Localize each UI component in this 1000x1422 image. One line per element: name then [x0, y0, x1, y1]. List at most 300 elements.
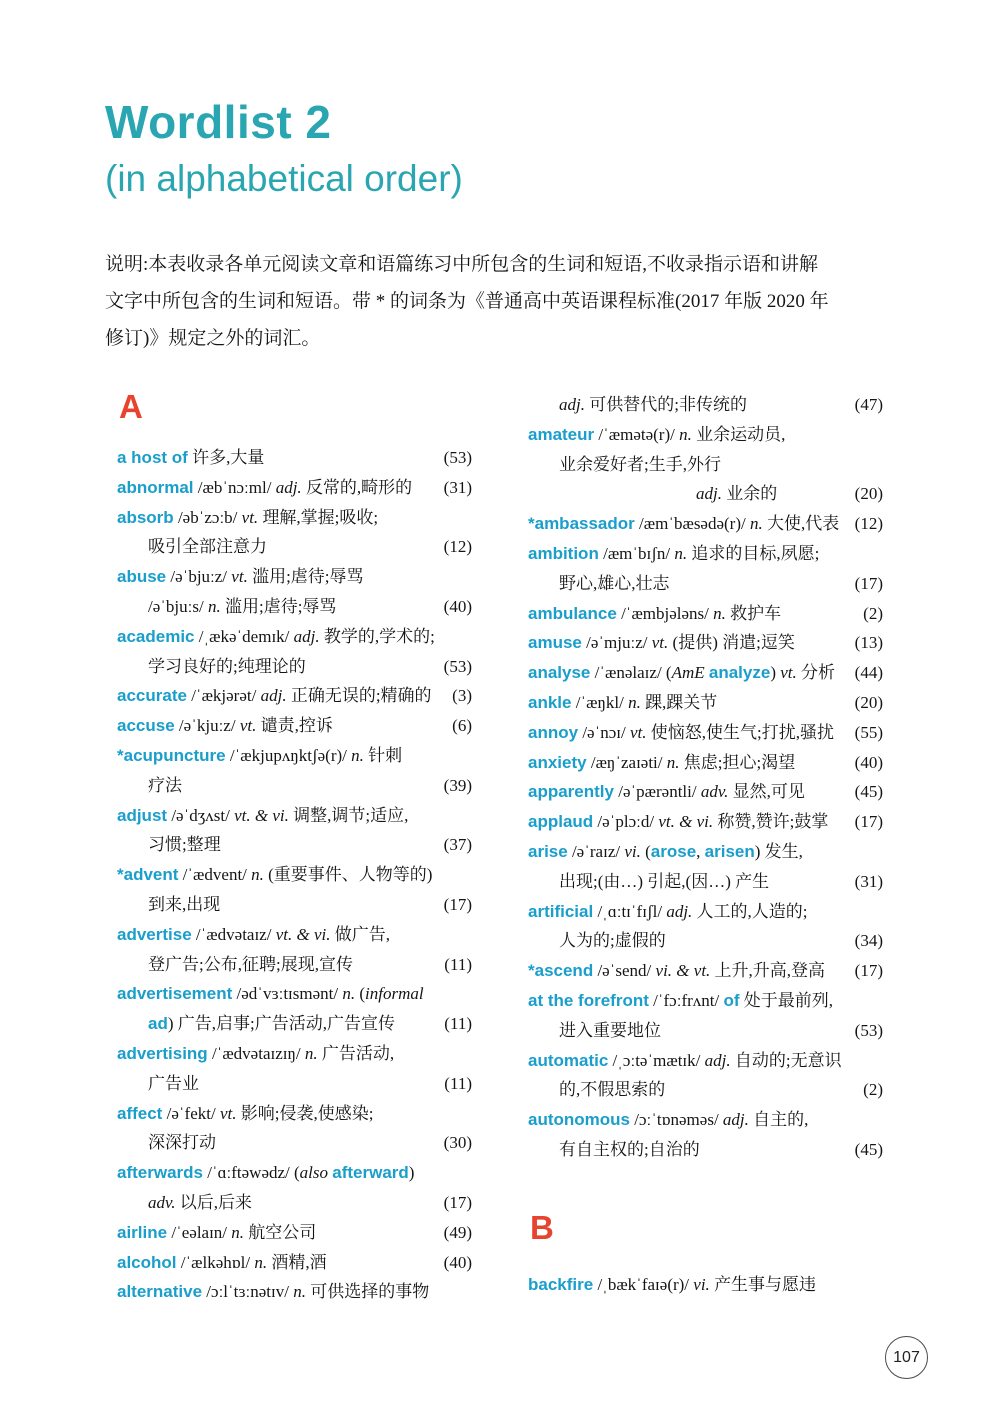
entry-text: 调整,调节;适应, [288, 805, 409, 825]
page-ref: (53) [443, 656, 472, 676]
entry-line [117, 443, 472, 473]
pos-label: vt. & vi. [234, 805, 289, 825]
page-ref: (20) [854, 692, 883, 712]
note-line: 文字中所包含的生词和短语。带 * 的词条为《普通高中英语课程标准(2017 年版 2020 年 [105, 291, 829, 312]
pos-label: adj. [722, 1110, 749, 1130]
headword: afterwards [117, 1163, 203, 1183]
entry-line [117, 503, 472, 533]
entry-line [117, 801, 472, 831]
entry-text: 救护车 [725, 603, 782, 623]
entry-line [117, 830, 472, 860]
pos-label: vt. [231, 567, 248, 587]
headword: alcohol [117, 1252, 177, 1272]
entry-text: , [696, 841, 705, 861]
entry-line [117, 1069, 472, 1099]
entry-line-text [559, 569, 670, 599]
entry-text: /əˈbjuːs/ [148, 596, 208, 616]
pos-label: n. [628, 692, 641, 712]
entry-text: /əˈpærəntli/ [613, 782, 701, 802]
entry-text: 有自主权的;自治的 [559, 1139, 700, 1159]
entry-text: 产生事与愿违 [709, 1274, 817, 1294]
entry-line-text [528, 688, 717, 718]
headword: autonomous [528, 1110, 630, 1130]
entry-text: /ˈænəlaɪz/ ( [590, 663, 672, 683]
page-number: 107 [893, 1348, 920, 1366]
entry-text: /æbˈnɔːml/ [193, 477, 276, 497]
wordlist-column-left [117, 390, 472, 1307]
page-ref: (17) [854, 961, 883, 981]
entry-text: /ɔːlˈtɜːnətɪv/ [202, 1282, 294, 1302]
pos-label: adj. [260, 686, 287, 706]
entry-line [117, 592, 472, 622]
entry-academic [117, 622, 472, 682]
page-ref: (17) [443, 894, 472, 914]
entry-line [117, 652, 472, 682]
entry-text: 理解,掌握;吸收; [258, 507, 379, 527]
entry-text: /əˈkjuːz/ [174, 716, 240, 736]
entry-line [528, 539, 883, 569]
entry-line-text [148, 532, 267, 562]
entry-text: 影响;侵袭,使感染; [236, 1103, 374, 1123]
page-subtitle: (in alphabetical order) [105, 157, 463, 199]
pos-label: vt. & vi. [275, 924, 331, 944]
headword: arisen [704, 841, 755, 861]
entry-line-text [528, 777, 805, 807]
headword: *ascend [528, 961, 594, 981]
entry-ankle [528, 688, 883, 718]
entry-text: 滥用;虐待;辱骂 [220, 596, 337, 616]
entry-line [528, 1135, 883, 1165]
page-ref: (20) [854, 484, 883, 504]
page-number-badge [885, 1336, 928, 1379]
entry-line [117, 622, 472, 652]
entry-line-text [528, 1046, 842, 1076]
entry-line [528, 1046, 883, 1076]
wordlist-columns [117, 390, 883, 1307]
entry-text: 做广告, [330, 924, 390, 944]
entry-applaud [528, 807, 883, 837]
headword: abnormal [117, 477, 194, 497]
pos-label: adv. [148, 1192, 176, 1212]
entry-line-text [559, 1075, 665, 1105]
entry-text: ) 广告,启事;广告活动,广告宣传 [167, 1014, 395, 1034]
entry-text: 疗法 [148, 775, 182, 795]
entry-line [117, 1277, 472, 1307]
headword: absorb [117, 507, 174, 527]
entry-line-text [148, 592, 336, 622]
entry-line-text [148, 1188, 252, 1218]
headword: arose [650, 841, 697, 861]
headword: of [723, 990, 740, 1010]
page-ref: (11) [444, 1073, 472, 1093]
pos-label: n. [666, 752, 680, 772]
headword: affect [117, 1103, 163, 1123]
pos-label: vt. & vi. [658, 812, 714, 832]
entry-line-text [559, 926, 666, 956]
entry-text: /əbˈzɔːb/ [173, 507, 242, 527]
headword: airline [117, 1222, 168, 1242]
entry-anxiety [528, 748, 883, 778]
entry-at-the-forefront [528, 986, 883, 1046]
entry-text: /əˈmjuːz/ [581, 633, 652, 653]
entry-text: 深深打动 [148, 1133, 216, 1153]
entry-text: /æmˈbæsədə(r)/ [634, 514, 750, 534]
page-ref: (55) [854, 722, 883, 742]
page-ref: (12) [854, 514, 883, 534]
entry-line [528, 807, 883, 837]
page-ref: (30) [443, 1133, 472, 1153]
page-ref: (40) [854, 752, 883, 772]
entry-text: 大使,代表 [762, 514, 840, 534]
entry-text: /əˈsend/ [593, 961, 656, 981]
entry-line-text [696, 479, 777, 509]
entry-text: /ˈælkəhɒl/ [176, 1252, 255, 1272]
entry-line [117, 890, 472, 920]
headword: applaud [528, 812, 594, 832]
page-ref: (31) [443, 477, 472, 497]
headword: analyze [708, 663, 771, 683]
entry-text: /ˈæmbjələns/ [616, 603, 714, 623]
entry-line [117, 1099, 472, 1129]
entry-advertisement [117, 979, 472, 1039]
headword: accuse [117, 716, 175, 736]
page-ref: (49) [443, 1222, 472, 1242]
entry-line-text [117, 1218, 316, 1248]
entry-line [117, 711, 472, 741]
pos-label: vt. [241, 507, 259, 527]
entry-line [528, 479, 883, 509]
page-ref: (17) [854, 812, 883, 832]
headword: academic [117, 626, 195, 646]
entry-absorb [117, 503, 472, 563]
entry-line-text [117, 1277, 429, 1307]
page-ref: (13) [854, 633, 883, 653]
pos-label: adj. [704, 1050, 731, 1070]
entry-text: 踝,踝关节 [640, 692, 718, 712]
entry-text: 显然,可见 [728, 782, 805, 802]
entry-text: 野心,雄心,壮志 [559, 573, 670, 593]
pos-label: n. [674, 543, 688, 563]
pos-label: AmE [671, 663, 705, 683]
page-ref: (44) [854, 663, 883, 683]
entry-text: /ˈædvətaɪzɪŋ/ [207, 1043, 305, 1063]
entry-text: (重要事件、人物等的) [263, 865, 433, 885]
entry-line-text [117, 1248, 327, 1278]
entry-text: 处于最前列, [739, 990, 834, 1010]
entry-line-text [148, 830, 221, 860]
pos-label: vt. [239, 716, 257, 736]
page-ref: (11) [444, 954, 472, 974]
pos-label: vi. [693, 1274, 710, 1294]
entry-text: 追求的目标,夙愿; [687, 543, 820, 563]
entry-line [117, 562, 472, 592]
pos-label: adj. [559, 395, 585, 414]
entry-line [528, 956, 883, 986]
section-letter-a: A [119, 388, 143, 425]
pos-label: vi. & vt. [655, 961, 711, 981]
entry-text: /əˈnɔɪ/ [578, 722, 630, 742]
entry-line [117, 771, 472, 801]
headword: anxiety [528, 752, 587, 772]
pos-label: vt. [651, 633, 669, 653]
entry-text: 酒精,酒 [267, 1252, 327, 1272]
headword: afterward [332, 1163, 409, 1183]
entry-line [528, 509, 883, 539]
headword: a host of [117, 448, 188, 467]
entry-autonomous [528, 1105, 883, 1165]
entry-line-text [148, 1069, 199, 1099]
entry-line-text [148, 771, 182, 801]
entry-text: /ˌækəˈdemɪk/ [194, 626, 294, 646]
entry-text: 业余运动员, [691, 424, 786, 444]
entry-line [528, 599, 883, 629]
entry-line [528, 1270, 883, 1300]
entry-ambassador [528, 509, 883, 539]
entry-line [528, 777, 883, 807]
entry-adjust [117, 801, 472, 861]
headword: *ambassador [528, 514, 635, 534]
pos-label: n. [351, 745, 364, 765]
headword: ambulance [528, 603, 617, 623]
headword: at the forefront [528, 990, 649, 1010]
pos-label: n. [342, 984, 356, 1004]
pos-label: adj. [696, 484, 722, 504]
entry-text: 上升,升高,登高 [710, 961, 826, 981]
entry-acupuncture [117, 741, 472, 801]
entry-text: 广告业 [148, 1073, 199, 1093]
entry-line [117, 920, 472, 950]
entry-advertising [117, 1039, 472, 1099]
entry-line-text [148, 652, 306, 682]
headword: analyse [528, 663, 591, 683]
entry-line-text [559, 867, 769, 897]
entry-line-text [117, 1099, 373, 1129]
entry-line [117, 1188, 472, 1218]
entry-abnormal [117, 473, 472, 503]
page-ref: (17) [443, 1192, 472, 1212]
entry-text: 自动的;无意识 [730, 1050, 842, 1070]
entry-text: /əˈdʒʌst/ [167, 805, 235, 825]
headword: apparently [528, 782, 614, 802]
entry-ambition [528, 539, 883, 599]
headword: artificial [528, 901, 594, 921]
entry-line-text [559, 1016, 661, 1046]
entry-text: /əˈfekt/ [162, 1103, 220, 1123]
entry-text: 使恼怒,使生气;打扰,骚扰 [646, 722, 834, 742]
entry-text: 自主的, [748, 1110, 809, 1130]
pos-label: vi. [624, 841, 641, 861]
entry-continuation [528, 390, 883, 420]
entry-text: 针刺 [363, 745, 403, 765]
entry-line-text [117, 979, 424, 1009]
entry-line [528, 897, 883, 927]
entry-line [117, 473, 472, 503]
entry-line [117, 532, 472, 562]
entry-text: /ˌɑːtɪˈfɪʃl/ [593, 901, 667, 921]
headword: backfire [528, 1274, 594, 1294]
entry-line-text [117, 503, 378, 533]
entry-arise [528, 837, 883, 897]
headword: ad [148, 1014, 168, 1034]
page-ref: (17) [854, 573, 883, 593]
page-ref: (45) [854, 1139, 883, 1159]
entry-apparently [528, 777, 883, 807]
entry-line-text [148, 1009, 395, 1039]
entry-line [117, 950, 472, 980]
entry-text: 教学的,学术的; [319, 626, 435, 646]
entry-text: 业余的 [721, 484, 778, 504]
pos-label: n. [679, 424, 692, 444]
entry-line-text [148, 1128, 216, 1158]
entry-line-text [117, 562, 364, 592]
entry-text: /æmˈbɪʃn/ [598, 543, 675, 563]
pos-label: vt. [219, 1103, 237, 1123]
entry-line [117, 1248, 472, 1278]
headword: advertisement [117, 984, 233, 1004]
entry-text: /ˈæŋkl/ [571, 692, 629, 712]
entry-text: /əˈraɪz/ [567, 841, 625, 861]
entry-advent [117, 860, 472, 920]
entry-text: ( [640, 841, 651, 861]
pos-label: n. [251, 865, 264, 885]
entry-text: 可供选择的事物 [305, 1282, 430, 1302]
entry-line [528, 837, 883, 867]
page-ref: (39) [443, 775, 472, 795]
entry-amateur [528, 420, 883, 509]
entry-text: 的,不假思索的 [559, 1080, 666, 1100]
entry-text: 分析 [796, 663, 836, 683]
entry-line-text [117, 1039, 394, 1069]
entry-affect [117, 1099, 472, 1159]
pos-label: n. [749, 514, 763, 534]
entry-line [117, 979, 472, 1009]
page-ref: (40) [443, 596, 472, 616]
page-ref: (2) [863, 603, 883, 623]
entry-alternative [117, 1277, 472, 1307]
entry-text: 登广告;公布,征聘;展现,宣传 [148, 954, 353, 974]
entry-text: /ˈækjərət/ [186, 686, 261, 706]
entry-line [528, 926, 883, 956]
entry-backfire [528, 1270, 883, 1300]
entry-text: /ˈfɔːfrʌnt/ [648, 990, 724, 1010]
entry-line-text [117, 473, 412, 503]
entry-line [528, 450, 883, 480]
entry-line-text [528, 897, 808, 927]
entry-line-text [559, 1135, 700, 1165]
pos-label: n. [293, 1282, 306, 1302]
pos-label: n. [231, 1222, 245, 1242]
page-ref: (53) [854, 1020, 883, 1040]
entry-text: ) [408, 1163, 415, 1183]
pos-label: vt. [780, 663, 797, 683]
headword: advertising [117, 1043, 208, 1063]
entry-line [528, 1075, 883, 1105]
entry-line-text [117, 860, 432, 890]
entry-line-text [117, 1158, 414, 1188]
entry-line [117, 1128, 472, 1158]
entry-text: ( [355, 984, 366, 1004]
entry-line-text [559, 390, 747, 420]
headword: accurate [117, 686, 187, 706]
entry-line-text [117, 622, 435, 652]
headword: abuse [117, 567, 167, 587]
entry-analyse [528, 658, 883, 688]
entry-abuse [117, 562, 472, 622]
entry-line-text [117, 801, 408, 831]
entry-line-text [117, 920, 390, 950]
entry-text: 航空公司 [244, 1222, 317, 1242]
entry-line-text [117, 711, 333, 741]
pos-label: n. [254, 1252, 268, 1272]
page-ref: (45) [854, 782, 883, 802]
entry-text: 许多,大量 [187, 448, 265, 467]
pos-label: adv. [700, 782, 729, 802]
entry-line [117, 1158, 472, 1188]
page-ref: (12) [443, 537, 472, 557]
page-title: Wordlist 2 [105, 96, 332, 148]
entry-text: /ˈædvətaɪz/ [191, 924, 276, 944]
entry-line [117, 741, 472, 771]
entry-text: 学习良好的;纯理论的 [148, 656, 306, 676]
entry-text: 以后,后来 [175, 1192, 253, 1212]
page-header [105, 96, 463, 201]
entry-text: 谴责,控诉 [256, 716, 333, 736]
entry-text: (提供) 消遣;逗笑 [668, 633, 795, 653]
entry-line [528, 748, 883, 778]
entry-line-text [528, 807, 828, 837]
entry-line-text [528, 837, 803, 867]
page-ref: (53) [443, 448, 472, 467]
entry-text: /əˈbjuːz/ [166, 567, 232, 587]
entry-text: 人为的;虚假的 [559, 931, 666, 951]
page-ref: (6) [452, 716, 472, 736]
pos-label: adj. [666, 901, 693, 921]
entry-line-text [528, 420, 785, 450]
page-ref: (11) [444, 1014, 472, 1034]
entry-line-text [148, 950, 353, 980]
entry-line-text [528, 1105, 808, 1135]
entry-accurate [117, 681, 472, 711]
entry-text: /ˈɑːftəwədz/ ( [202, 1163, 300, 1183]
entry-text: 进入重要地位 [559, 1020, 661, 1040]
entry-alcohol [117, 1248, 472, 1278]
entry-afterwards [117, 1158, 472, 1218]
headword: amuse [528, 633, 582, 653]
pos-label: n. [207, 596, 221, 616]
entry-line [117, 681, 472, 711]
entry-text: /ˈæmətə(r)/ [594, 424, 680, 444]
page-ref: (3) [452, 686, 472, 706]
headword: adjust [117, 805, 168, 825]
entry-text: /ˈædvent/ [178, 865, 252, 885]
entry-text: /ɔːˈtɒnəməs/ [630, 1110, 723, 1130]
entry-automatic [528, 1046, 883, 1106]
entry-line-text [528, 658, 835, 688]
entry-line-text [528, 509, 839, 539]
entry-line-text [117, 681, 432, 711]
entry-text: /ˈækjupʌŋktʃə(r)/ [225, 745, 352, 765]
pos-label: adj. [275, 477, 302, 497]
entry-line [528, 569, 883, 599]
headword: amateur [528, 424, 595, 444]
note-line: 说明:本表收录各单元阅读文章和语篇练习中所包含的生词和短语,不收录指示语和讲解 [105, 254, 819, 275]
note-paragraph [105, 246, 900, 357]
entry-line-text [528, 748, 795, 778]
entry-line [528, 688, 883, 718]
entry-line-text [528, 718, 834, 748]
pos-label: n. [304, 1043, 318, 1063]
entry-text: /ˌbækˈfaɪə(r)/ [593, 1274, 694, 1294]
